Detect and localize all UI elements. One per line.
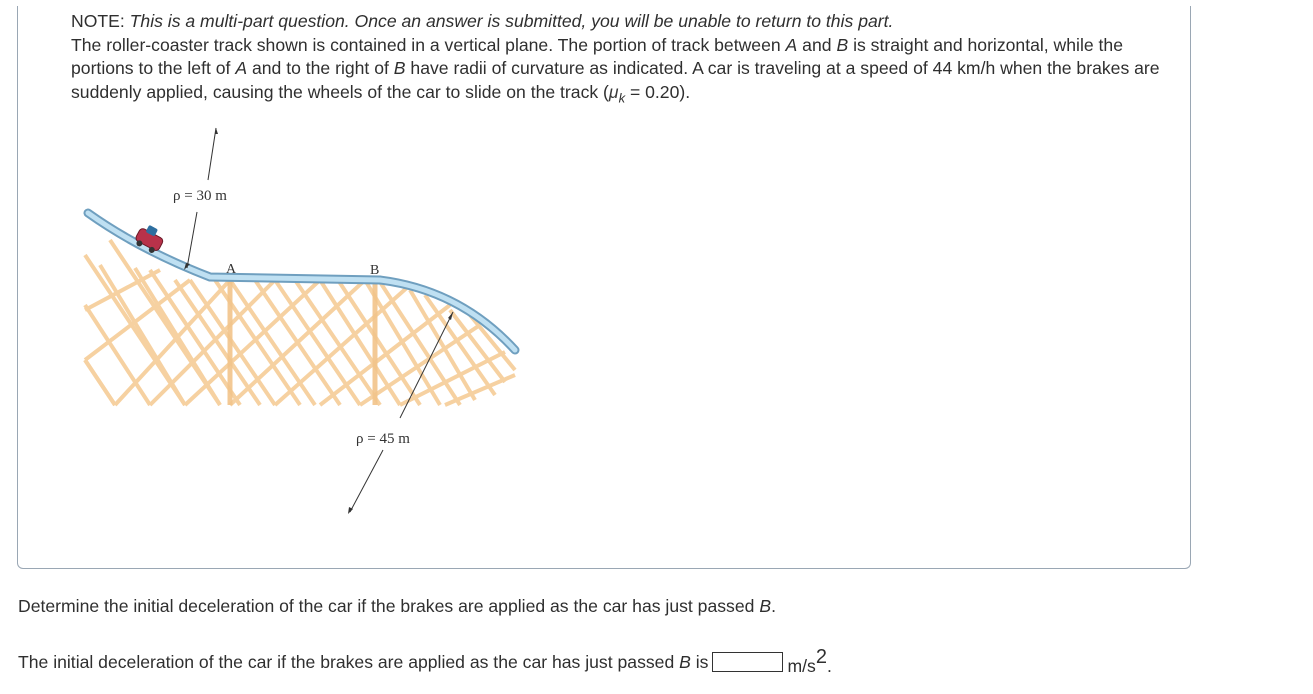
deceleration-input[interactable] (712, 652, 783, 672)
question-text: Determine the initial deceleration of the car if the brakes are applied as the car has just passed B. (18, 596, 776, 616)
label-a: A (226, 262, 237, 277)
scaffold-lattice (85, 240, 515, 405)
note-prefix: NOTE: (71, 11, 130, 31)
rho-right-label: ρ = 45 m (356, 431, 410, 447)
problem-description: The roller-coaster track shown is contained in a vertical plane. The portion of track between A and B is straight and horizontal, while the portions to the left of A and to the right of B have radii of curvature as indicated. A car is traveling at a speed of 44 km/h when the brakes are suddenly applied, causing the wheels of the car to slide on the track $(\mu_k = 0.20)$. (71, 34, 1160, 106)
note-line (71, 10, 1161, 34)
car-icon (133, 222, 167, 255)
answer-line (18, 648, 832, 677)
rho-left-label: ρ = 30 m (173, 188, 227, 204)
label-b: B (370, 263, 380, 278)
problem-statement (71, 10, 1161, 110)
unit-label: $m/s^2$. (787, 646, 832, 676)
note-text: This is a multi-part question. Once an answer is submitted, you will be unable to return to this part. (129, 11, 894, 31)
answer-label: The initial deceleration of the car if the brakes are applied as the car has just passed B is (18, 651, 709, 672)
roller-coaster-figure (80, 120, 530, 520)
